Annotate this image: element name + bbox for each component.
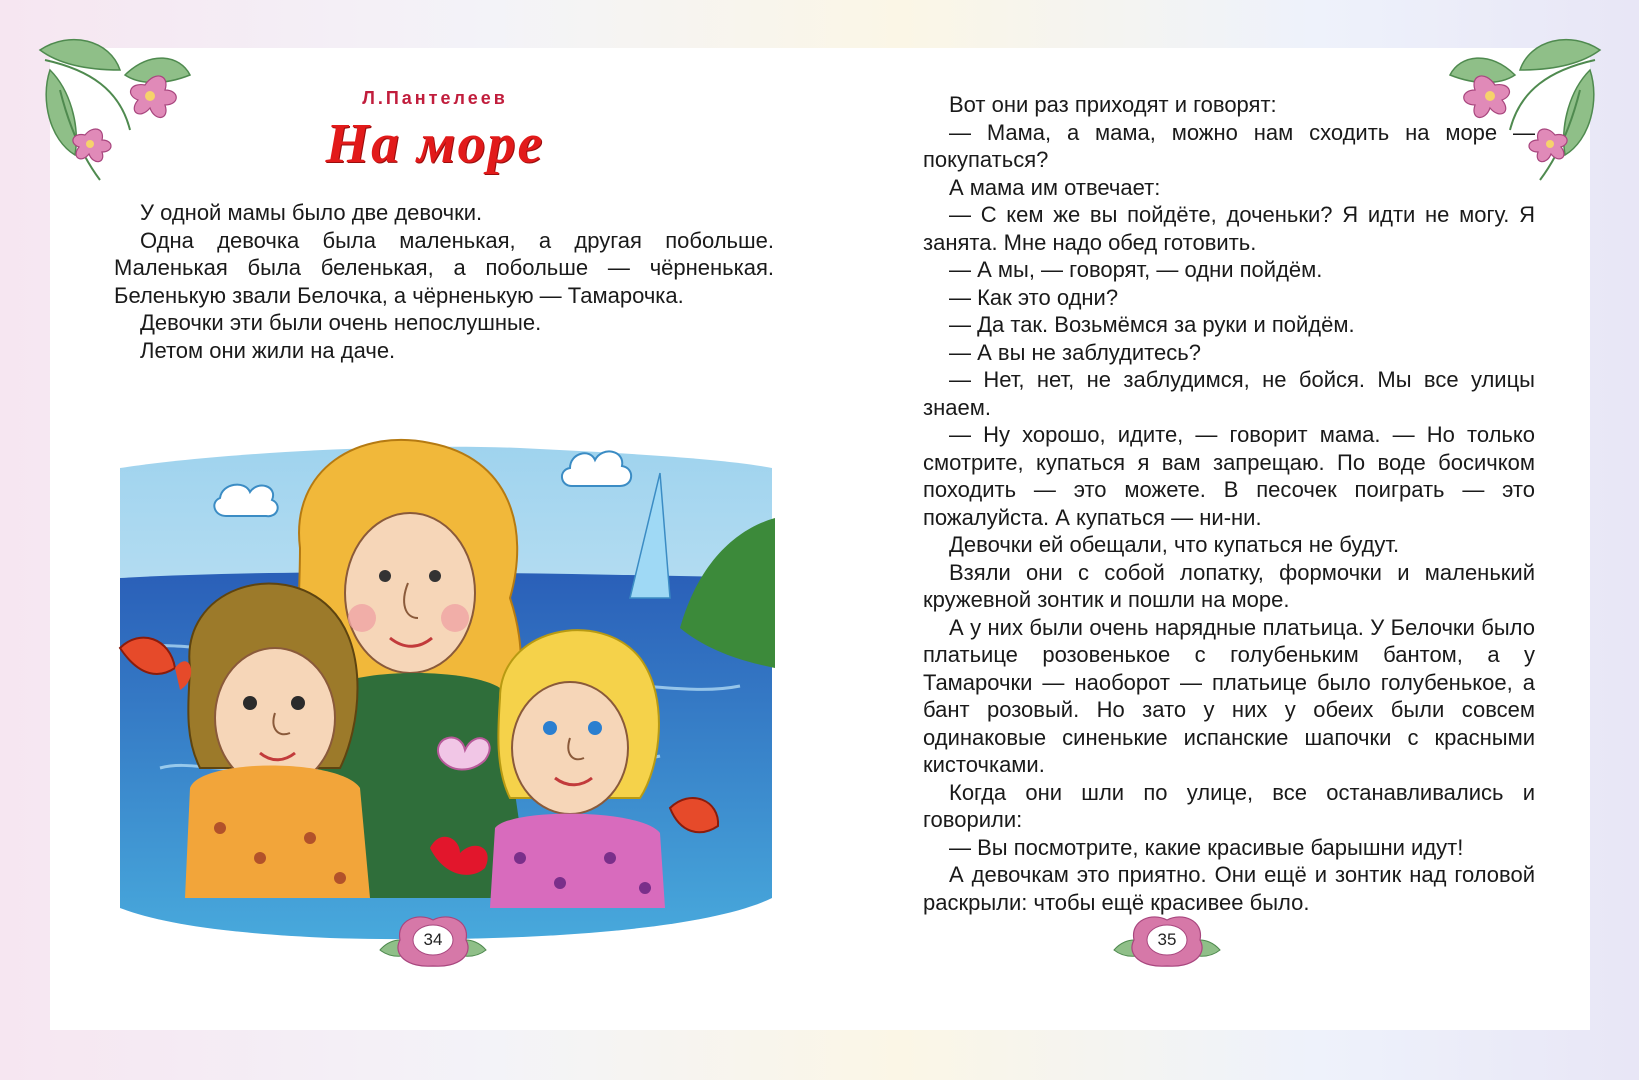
paragraph: — С кем же вы пойдёте, доченьки? Я идти не могу. Я занята. Мне надо обед готовить. — [923, 202, 1535, 255]
page-number: 34 — [423, 930, 443, 949]
paragraph: Вот они раз приходят и говорят: — [949, 92, 1277, 117]
page-number-badge — [1112, 910, 1222, 970]
paragraph: Когда они шли по улице, все останавливались и говорили: — [923, 779, 1535, 832]
paragraph: — А вы не заблудитесь? — [949, 339, 1201, 365]
book-spread — [50, 48, 1590, 1030]
left-page — [50, 48, 820, 1030]
paragraph: — А мы, — говорят, — одни пойдём. — [949, 257, 1323, 282]
paragraph: Летом они жили на даче. — [140, 337, 396, 363]
paragraph: Девочки эти были очень непослушные. — [140, 310, 542, 335]
paragraph: А девочкам это приятно. Они ещё и зонтик над головой раскрыли: чтобы ещё красивее было. — [923, 862, 1535, 915]
paragraph: — Да так. Возьмёмся за руки и пойдём. — [949, 312, 1355, 337]
paragraph: — Вы посмотрите, какие красивые барышни идут! — [949, 834, 1464, 860]
paragraph: Девочки ей обещали, что купаться не будут. — [949, 532, 1400, 557]
paragraph: — Мама, а мама, можно нам сходить на море — покупаться? — [923, 119, 1535, 172]
paragraph: А мама им отвечает: — [949, 174, 1161, 200]
paragraph: Взяли они с собой лопатку, формочки и маленький кружевной зонтик и пошли на море. — [923, 559, 1535, 612]
page-number-badge — [378, 910, 488, 970]
story-title: На море — [325, 113, 545, 175]
paragraph: А у них были очень нарядные платьица. У Белочки было платьице розовенькое с голубеньким бантом, а у Тамарочки — наоборот — платьице было голубенькое, а бант розовый. Но зато у них у обеих были совсем одинаковые синенькие испанские шапочки с красными кисточками. — [923, 614, 1535, 777]
paragraph: — Ну хорошо, идите, — говорит мама. — Но только смотрите, купаться я вам запрещаю. По воде босичком походить — это можете. В песочек поиграть — это пожалуйста. А купаться — ни-ни. — [923, 422, 1535, 530]
right-page — [820, 48, 1590, 1030]
left-page-text — [114, 199, 774, 364]
page-number: 35 — [1157, 930, 1177, 949]
right-page-text — [923, 91, 1535, 916]
author-name: Л.Пантелеев — [362, 88, 508, 108]
mother-and-two-girls-at-sea-illustration-icon — [100, 428, 775, 948]
paragraph: У одной мамы было две девочки. — [140, 200, 483, 225]
paragraph: — Нет, нет, не заблудимся, не бойся. Мы все улицы знаем. — [923, 367, 1535, 420]
paragraph: — Как это одни? — [949, 284, 1119, 310]
paragraph: Одна девочка была маленькая, а другая побольше. Маленькая была беленькая, а побольше — чёрненькая. Беленькую звали Белочка, а чёрненькую — Тамарочка. — [114, 227, 774, 308]
